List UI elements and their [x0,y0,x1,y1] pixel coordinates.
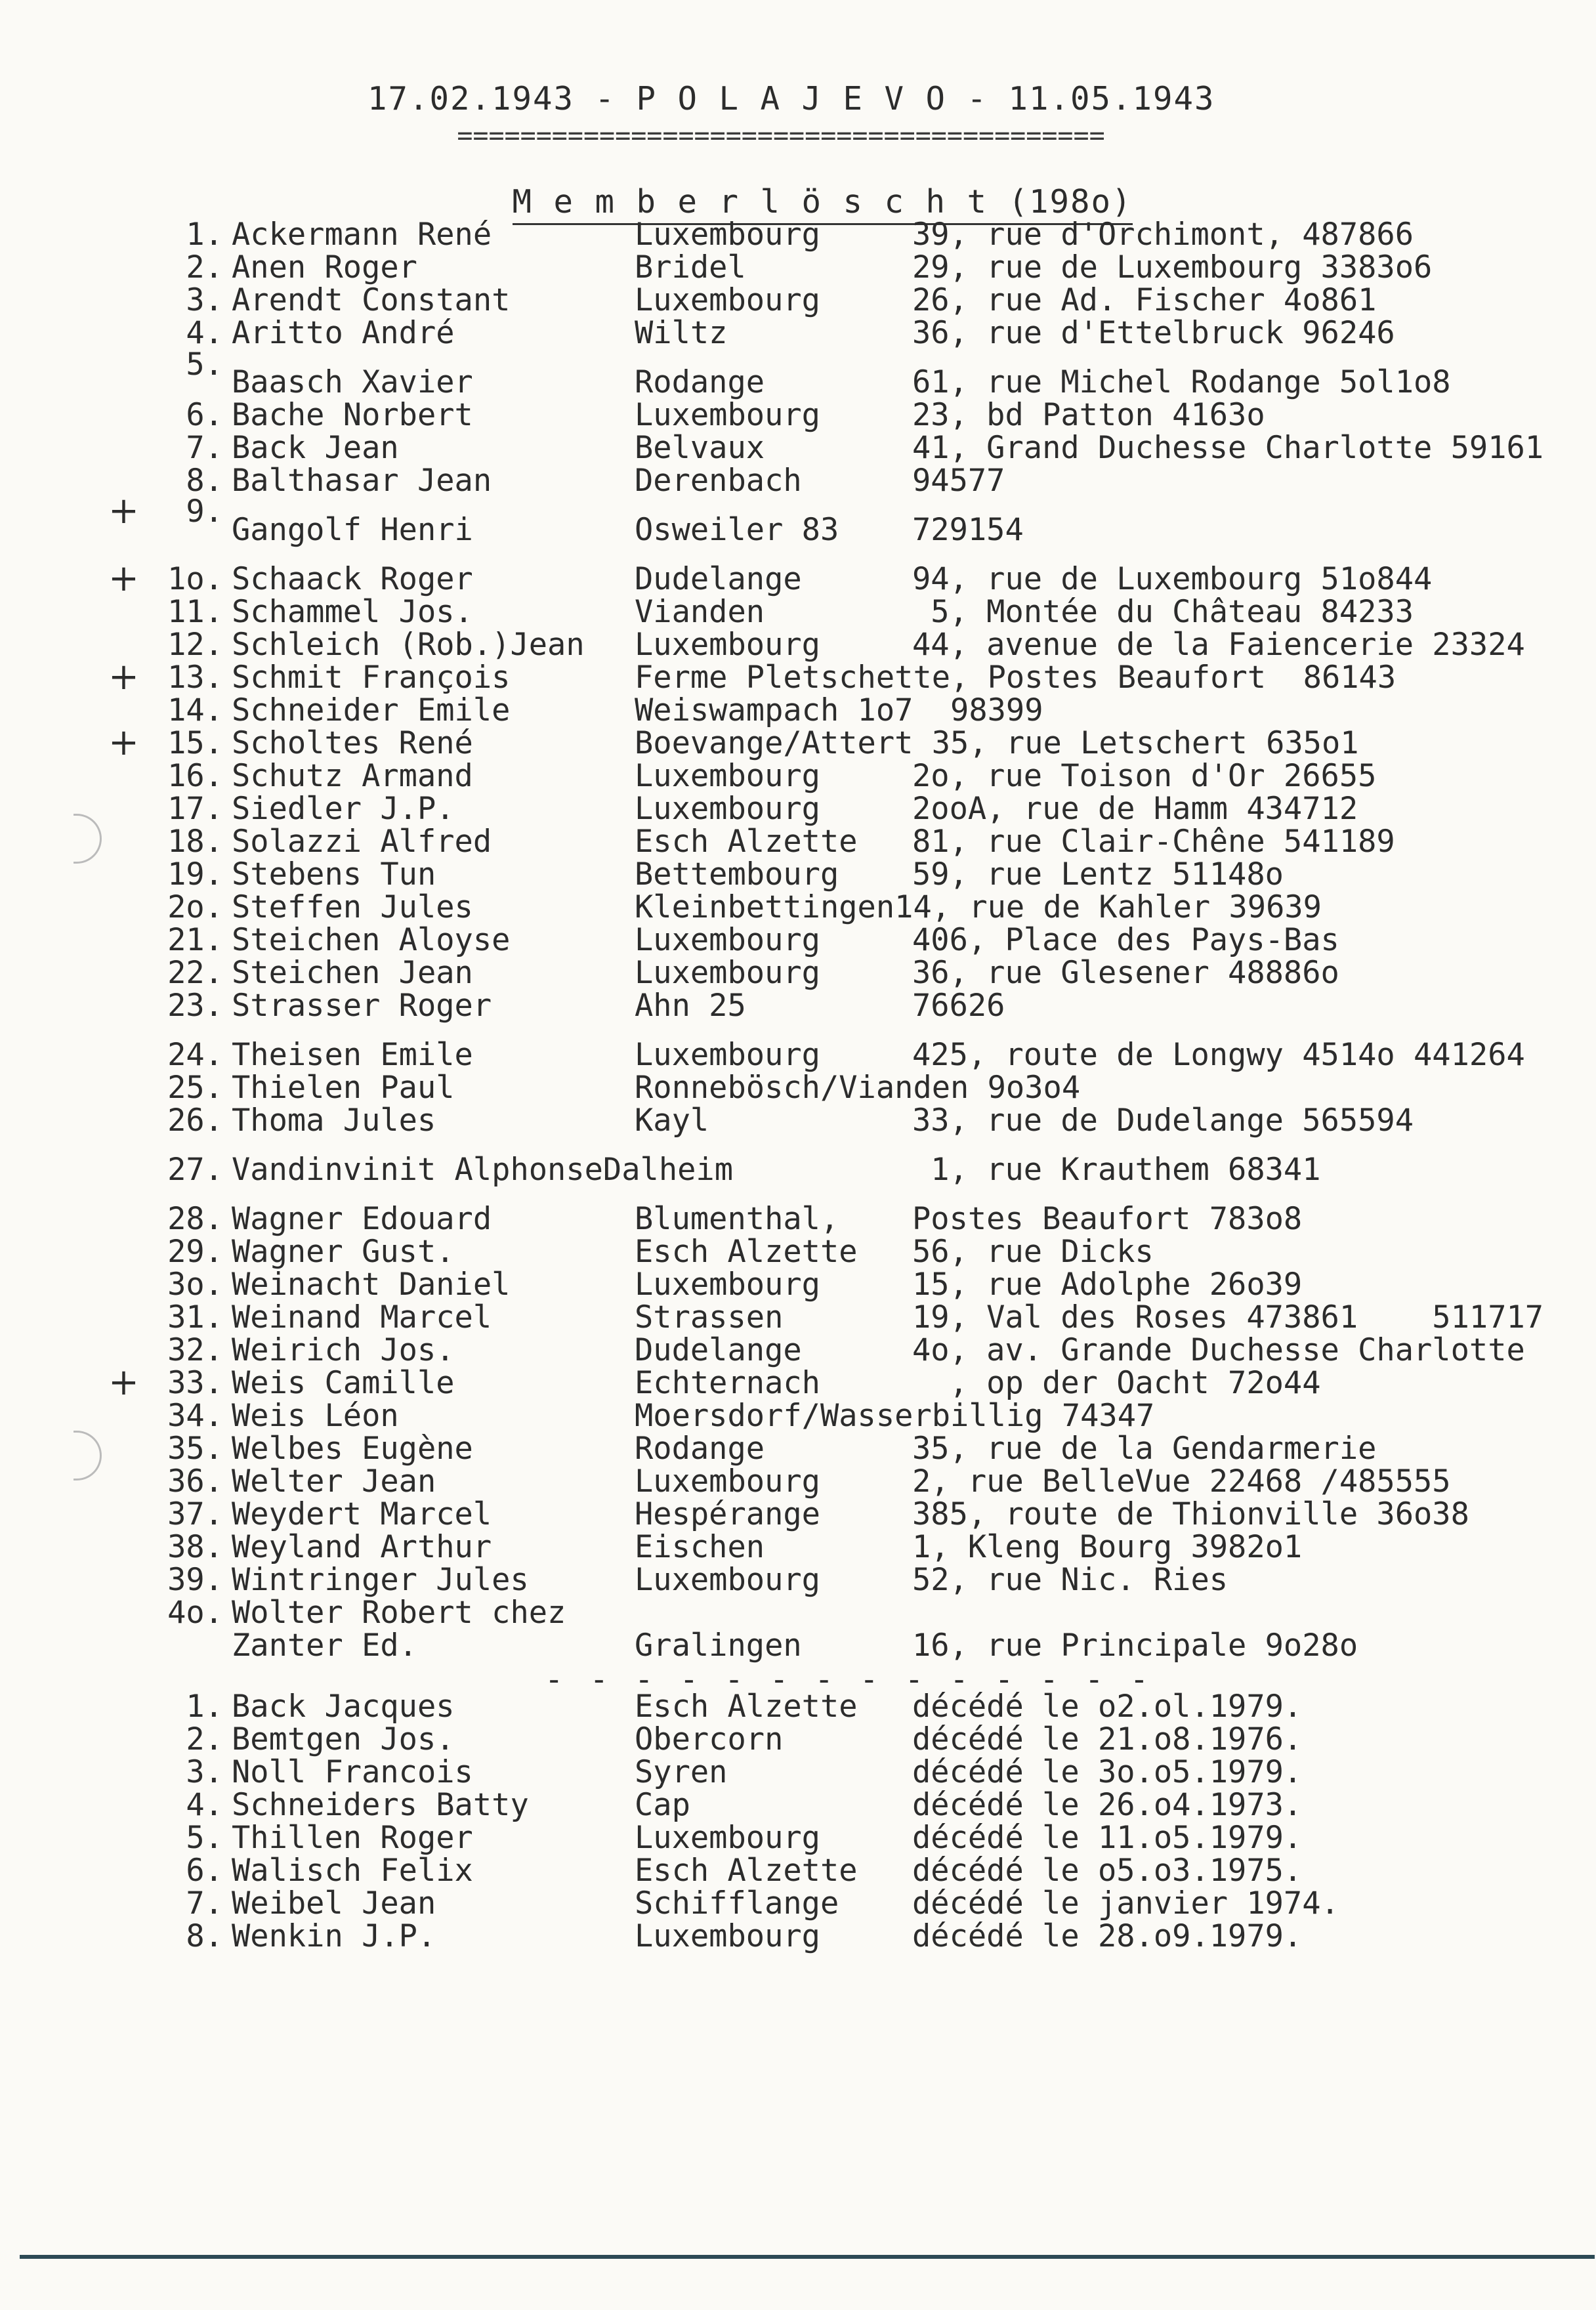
member-address: décédé le 28.o9.1979. [912,1918,1303,1954]
member-locality: Bridel [635,249,746,285]
member-locality: Luxembourg [635,1267,820,1303]
member-address: 61, rue Michel Rodange 5ol1o8 [912,364,1451,400]
member-locality: Luxembourg [635,217,820,253]
member-address: 2, rue BelleVue 22468 /485555 [912,1463,1451,1500]
member-name: Back Jean [232,430,399,466]
member-locality: Boevange/Attert 35, rue Letschert 635o1 [635,725,1359,761]
member-address: décédé le 21.o8.1976. [912,1721,1303,1757]
member-name: Wagner Gust. [232,1234,455,1270]
cross-mark: + [108,490,139,532]
member-locality: Luxembourg [635,1037,820,1073]
member-locality: Esch Alzette [635,824,858,860]
member-name: Bemtgen Jos. [232,1721,455,1757]
member-row [0,758,1596,794]
member-address: 16, rue Principale 9o28o [912,1628,1358,1664]
row-number: 29. [167,1234,223,1270]
member-name: Weydert Marcel [232,1496,492,1532]
member-locality: Luxembourg [635,1562,820,1598]
member-locality: Luxembourg [635,1463,820,1500]
member-locality: Dudelange [635,1332,802,1368]
row-number: 6. [186,397,223,433]
member-address: 36, rue d'Ettelbruck 96246 [912,315,1395,351]
deceased-row [0,1885,1596,1922]
member-address: 81, rue Clair-Chêne 541189 [912,824,1395,860]
deceased-row [0,1689,1596,1725]
member-locality: Kleinbettingen14, rue de Kahler 39639 [635,889,1322,925]
member-row [0,1267,1596,1303]
member-address: décédé le o5.o3.1975. [912,1853,1303,1889]
member-row [0,1496,1596,1532]
member-locality: Ahn 25 [635,988,746,1024]
cross-mark: + [108,721,139,764]
member-address: 26, rue Ad. Fischer 4o861 [912,282,1377,318]
member-address: 5, Montée du Château 84233 [912,594,1414,630]
member-name: Solazzi Alfred [232,824,492,860]
member-locality: Luxembourg [635,282,820,318]
deceased-row [0,1918,1596,1954]
member-locality: Osweiler 83 [635,512,839,548]
member-locality: Dudelange [635,561,802,597]
row-number: 11. [167,594,223,630]
member-row [0,656,1596,698]
member-row [0,1361,1596,1404]
row-number: 22. [167,955,223,991]
row-number: 9. [186,494,223,530]
row-number: 15. [167,725,223,761]
row-number: 1. [186,1689,223,1725]
row-number: 39. [167,1562,223,1598]
member-locality: Luxembourg [635,627,820,663]
member-locality: Luxembourg [635,1918,820,1954]
row-number: 27. [167,1152,223,1188]
member-name: Back Jacques [232,1689,455,1725]
member-name: Wenkin J.P. [232,1918,436,1954]
member-address: 1, Kleng Bourg 3982o1 [912,1529,1303,1565]
row-number: 26. [167,1102,223,1139]
deceased-row [0,1754,1596,1790]
member-row [0,1595,1596,1631]
member-locality: Belvaux [635,430,765,466]
member-address: 56, rue Dicks [912,1234,1154,1270]
row-number: 3o. [167,1267,223,1303]
member-name: Zanter Ed. [232,1628,417,1664]
row-number: 33. [167,1365,223,1401]
member-name: Steichen Aloyse [232,922,511,958]
row-number: 37. [167,1496,223,1532]
member-row [0,889,1596,925]
member-address: 406, Place des Pays-Bas [912,922,1339,958]
member-name: Weibel Jean [232,1885,436,1922]
member-locality: Kayl [635,1102,709,1139]
row-number: 6. [186,1853,223,1889]
member-address: 15, rue Adolphe 26o39 [912,1267,1303,1303]
member-locality: Eischen [635,1529,765,1565]
member-row [0,1562,1596,1598]
member-name: Walisch Felix [232,1853,473,1889]
row-number: 4. [186,315,223,351]
member-name: Weis Léon [232,1398,399,1434]
member-address: 29, rue de Luxembourg 3383o6 [912,249,1433,285]
member-name: Scholtes René [232,725,473,761]
member-address: 35, rue de la Gendarmerie [912,1431,1377,1467]
member-locality: Derenbach [635,463,802,499]
row-number: 3. [186,1754,223,1790]
member-locality: Strassen [635,1299,784,1335]
member-name: Theisen Emile [232,1037,473,1073]
member-name: Schmit François [232,660,511,696]
cross-mark: + [108,1361,139,1404]
member-name: Schleich (Rob.)Jean [232,627,585,663]
row-number: 34. [167,1398,223,1434]
member-name: Steichen Jean [232,955,473,991]
member-address: Postes Beaufort 783o8 [912,1201,1303,1237]
member-row [0,692,1596,728]
member-row [0,1628,1596,1664]
row-number: 17. [167,791,223,827]
member-locality: Blumenthal, [635,1201,839,1237]
member-address: décédé le 3o.o5.1979. [912,1754,1303,1790]
member-address: 385, route de Thionville 36o38 [912,1496,1469,1532]
member-locality: Syren [635,1754,728,1790]
row-number: 24. [167,1037,223,1073]
member-row [0,1332,1596,1368]
member-address: 2o, rue Toison d'Or 26655 [912,758,1377,794]
deceased-row [0,1787,1596,1823]
member-address: 52, rue Nic. Ries [912,1562,1228,1598]
cross-mark: + [108,557,139,600]
row-number: 7. [186,1885,223,1922]
member-row [0,315,1596,351]
member-locality: Echternach [635,1365,820,1401]
member-locality: Bettembourg [635,856,839,892]
member-row [0,1037,1596,1073]
member-name: Welbes Eugène [232,1431,473,1467]
member-locality: Rodange [635,1431,765,1467]
member-row [0,1102,1596,1139]
row-number: 5. [186,346,223,383]
row-number: 4o. [167,1595,223,1631]
member-name: Schneider Emile [232,692,511,728]
member-row [0,397,1596,433]
member-locality: Obercorn [635,1721,784,1757]
member-row [0,955,1596,991]
row-number: 32. [167,1332,223,1368]
member-name: Arendt Constant [232,282,511,318]
row-number: 25. [167,1070,223,1106]
row-number: 12. [167,627,223,663]
member-name: Anen Roger [232,249,417,285]
member-address: 1, rue Krauthem 68341 [912,1152,1321,1188]
member-name: Welter Jean [232,1463,436,1500]
member-name: Thoma Jules [232,1102,436,1139]
member-row [0,922,1596,958]
member-locality: Luxembourg [635,397,820,433]
member-row [0,1398,1596,1434]
row-number: 2. [186,1721,223,1757]
row-number: 38. [167,1529,223,1565]
member-name: Weyland Arthur [232,1529,492,1565]
member-address: 33, rue de Dudelange 565594 [912,1102,1414,1139]
row-number: 3. [186,282,223,318]
member-address: 23, bd Patton 4163o [912,397,1265,433]
member-row [0,557,1596,600]
member-row [0,791,1596,827]
member-row [0,1299,1596,1335]
member-address: 425, route de Longwy 4514o 441264 [912,1037,1525,1073]
member-address: décédé le 11.o5.1979. [912,1820,1303,1856]
member-address: 19, Val des Roses 473861 511717 [912,1299,1544,1335]
section-separator: - - - - - - - - - - - - - - [545,1662,1153,1698]
member-name: Schaack Roger [232,561,473,597]
row-number: 28. [167,1201,223,1237]
member-row [0,594,1596,630]
member-row [0,249,1596,285]
member-address: 41, Grand Duchesse Charlotte 59161 [912,430,1544,466]
member-name: Weis Camille [232,1365,455,1401]
row-number: 31. [167,1299,223,1335]
member-row [0,1431,1596,1467]
member-locality: Weiswampach 1o7 98399 [635,692,1043,728]
row-number: 2o. [167,889,223,925]
member-row [0,824,1596,860]
member-name: Steffen Jules [232,889,473,925]
member-row [0,512,1596,548]
row-number: 8. [186,463,223,499]
member-row [0,988,1596,1024]
member-address: 2ooA, rue de Hamm 434712 [912,791,1358,827]
deceased-row [0,1820,1596,1856]
member-locality: Schifflange [635,1885,839,1922]
member-row [0,1463,1596,1500]
member-row [0,856,1596,892]
member-name: Noll Francois [232,1754,473,1790]
deceased-row [0,1853,1596,1889]
document-title: 17.02.1943 - P O L A J E V O - 11.05.1943 [368,80,1215,117]
member-address: 59, rue Lentz 51148o [912,856,1284,892]
member-address: 94577 [912,463,1005,499]
member-address: décédé le janvier 1974. [912,1885,1339,1922]
member-address: 39, rue d'Orchimont, 487866 [912,217,1414,253]
member-address: 76626 [912,988,1005,1024]
row-number: 7. [186,430,223,466]
row-number: 23. [167,988,223,1024]
member-name: Baasch Xavier [232,364,473,400]
row-number: 1o. [167,561,223,597]
member-name: Bache Norbert [232,397,473,433]
member-row [0,364,1596,400]
member-name: Wagner Edouard [232,1201,492,1237]
member-name: Schammel Jos. [232,594,473,630]
member-name: Thillen Roger [232,1820,473,1856]
member-locality: Luxembourg [635,758,820,794]
member-locality: Esch Alzette [635,1853,858,1889]
row-number: 4. [186,1787,223,1823]
member-locality: Moersdorf/Wasserbillig 74347 [635,1398,1155,1434]
row-number: 1. [186,217,223,253]
member-row [0,430,1596,466]
member-name: Wintringer Jules [232,1562,529,1598]
member-row [0,627,1596,663]
member-locality: Esch Alzette [635,1689,858,1725]
row-number: 2. [186,249,223,285]
cross-mark: + [108,656,139,698]
member-locality: Esch Alzette [635,1234,858,1270]
member-locality: Luxembourg [635,955,820,991]
member-address: décédé le 26.o4.1973. [912,1787,1303,1823]
member-row [0,1070,1596,1106]
member-row [0,217,1596,253]
member-locality: Hespérange [635,1496,820,1532]
row-number: 19. [167,856,223,892]
member-locality: Ferme Pletschette, Postes Beaufort 86143 [635,660,1396,696]
member-address: 729154 [912,512,1024,548]
member-locality: Cap [635,1787,690,1823]
bottom-border-line [20,2255,1595,2259]
row-number: 14. [167,692,223,728]
member-locality: Luxembourg [635,791,820,827]
member-row [0,721,1596,764]
title-double-rule: ========================================= [457,121,1105,151]
member-locality: Rodange [635,364,765,400]
member-row [0,1529,1596,1565]
member-name: Balthasar Jean [232,463,492,499]
member-name: Thielen Paul [232,1070,455,1106]
member-locality: Gralingen [635,1628,802,1664]
member-row [0,1234,1596,1270]
member-name: Ackermann René [232,217,492,253]
member-locality: Luxembourg [635,1820,820,1856]
member-name: Siedler J.P. [232,791,455,827]
member-name: Stebens Tun [232,856,436,892]
member-name: Weirich Jos. [232,1332,455,1368]
member-address: 94, rue de Luxembourg 51o844 [912,561,1433,597]
member-locality: Wiltz [635,315,728,351]
member-row [0,1201,1596,1237]
member-address: 4o, av. Grande Duchesse Charlotte [912,1332,1525,1368]
row-number: 8. [186,1918,223,1954]
row-number: 36. [167,1463,223,1500]
row-number: 18. [167,824,223,860]
member-name: Wolter Robert chez [232,1595,566,1631]
member-name: Schutz Armand [232,758,473,794]
member-name: Weinacht Daniel [232,1267,511,1303]
member-name: Schneiders Batty [232,1787,529,1823]
member-address: , op der Oacht 72o44 [912,1365,1321,1401]
member-locality: Luxembourg [635,922,820,958]
member-name: Aritto André [232,315,455,351]
member-address: décédé le o2.ol.1979. [912,1689,1303,1725]
row-number: 13. [167,660,223,696]
member-name: Weinand Marcel [232,1299,492,1335]
member-row [0,463,1596,499]
member-name: Vandinvinit AlphonseDalheim [232,1152,734,1188]
member-locality: Ronnebösch/Vianden 9o3o4 [635,1070,1081,1106]
subtitle-text: M e m b e r l ö s c h t (198o) [513,183,1133,225]
member-locality: Vianden [635,594,765,630]
deceased-row [0,1721,1596,1757]
member-name: Strasser Roger [232,988,492,1024]
row-number: 5. [186,1820,223,1856]
member-row [0,1152,1596,1188]
member-row [0,282,1596,318]
row-number: 21. [167,922,223,958]
row-number: 16. [167,758,223,794]
member-address: 36, rue Glesener 48886o [912,955,1339,991]
member-address: 44, avenue de la Faiencerie 23324 [912,627,1525,663]
member-name: Gangolf Henri [232,512,473,548]
row-number: 35. [167,1431,223,1467]
